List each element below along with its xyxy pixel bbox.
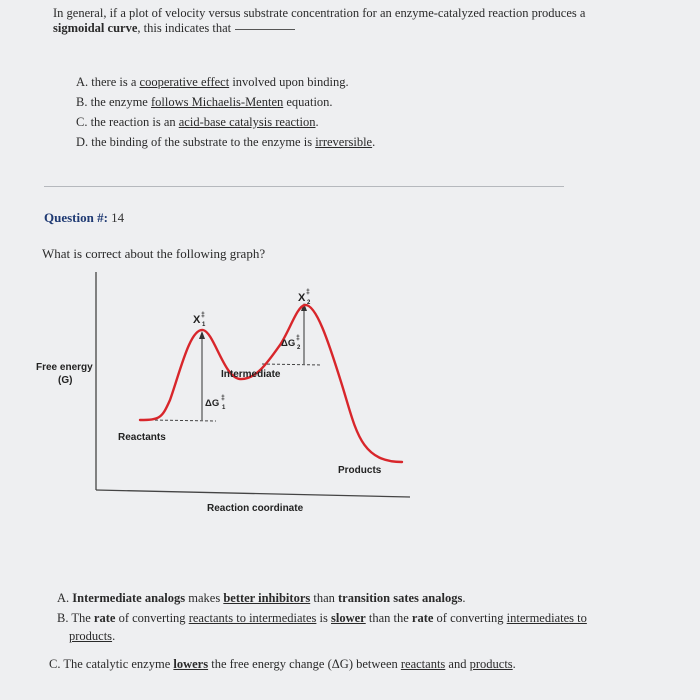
q14-prompt: What is correct about the following graph? xyxy=(42,246,266,261)
option-underlined: reactants xyxy=(400,657,446,671)
option-text: than the xyxy=(365,611,412,625)
option-suffix: . xyxy=(372,135,376,149)
dg1-arrowhead xyxy=(199,331,205,339)
option-underlined: irreversible xyxy=(315,135,373,149)
option-bold-underlined: lowers xyxy=(173,657,209,671)
option-underlined: cooperative effect xyxy=(139,75,230,89)
option-text: C. The catalytic enzyme xyxy=(49,657,174,671)
option-text: of converting xyxy=(433,611,507,625)
products-label: Products xyxy=(338,465,382,476)
ts2-mark: ‡ xyxy=(306,289,310,296)
ts1-mark: ‡ xyxy=(201,312,205,319)
ts1-sub: 1 xyxy=(202,322,206,328)
q13-prompt-rest: , this indicates that xyxy=(137,21,232,35)
option-text: . xyxy=(512,657,516,671)
option-bold: rate xyxy=(93,611,116,625)
option-underlined: reactants to intermediates xyxy=(188,611,317,625)
dg1-sub: 1 xyxy=(222,405,226,411)
option-bold-underlined: slower xyxy=(331,611,366,625)
option-suffix: equation. xyxy=(283,95,333,109)
option-text: and xyxy=(445,657,470,671)
y-axis-label-line2: (G) xyxy=(58,375,73,386)
option-text: than xyxy=(310,591,339,605)
option-text: A. there is a xyxy=(76,75,140,89)
option-bold: transition sates analogs xyxy=(338,591,463,605)
option-text: B. the enzyme xyxy=(76,95,151,109)
dg2-label: ΔG xyxy=(281,338,296,349)
option-underlined: acid-base catalysis reaction xyxy=(178,115,316,129)
dg2-sub: 2 xyxy=(297,345,301,351)
option-suffix: involved upon binding. xyxy=(229,75,349,89)
y-axis-label-line1: Free energy xyxy=(36,362,93,373)
option-text: C. the reaction is an xyxy=(76,115,179,129)
option-underlined: follows Michaelis-Menten xyxy=(150,95,284,109)
option-text: is xyxy=(316,611,332,625)
x-axis-label: Reaction coordinate xyxy=(207,503,304,514)
q14-option-a[interactable] xyxy=(57,591,465,606)
option-text: B. The xyxy=(57,611,94,625)
option-text: makes xyxy=(185,591,224,605)
option-underlined: products xyxy=(469,657,513,671)
q14-option-b[interactable] xyxy=(57,611,587,626)
question-number-value: 14 xyxy=(111,210,125,225)
option-underlined: intermediates to xyxy=(506,611,587,625)
option-bold: Intermediate analogs xyxy=(72,591,186,605)
option-text: . xyxy=(112,629,116,643)
dg2-mark: ‡ xyxy=(296,335,300,342)
option-text: D. the binding of the substrate to the enzyme is xyxy=(76,135,316,149)
option-text: of converting xyxy=(115,611,189,625)
option-text: . xyxy=(462,591,466,605)
q14-option-c[interactable] xyxy=(49,657,516,672)
intermediate-label: Intermediate xyxy=(221,369,281,380)
dg1-label: ΔG xyxy=(205,398,220,409)
q14-option-b-cont xyxy=(69,629,115,644)
x-axis xyxy=(96,490,410,497)
reactants-label: Reactants xyxy=(118,432,166,443)
option-underlined: products xyxy=(69,629,113,643)
energy-curve xyxy=(140,305,402,462)
option-bold: rate xyxy=(411,611,434,625)
ts2-label: X xyxy=(298,292,306,304)
option-text: the free energy change (ΔG) between xyxy=(208,657,401,671)
ts1-label: X xyxy=(193,314,201,326)
option-bold-underlined: better inhibitors xyxy=(223,591,311,605)
reactant-level-line xyxy=(150,420,216,421)
q13-prompt-bold: sigmoidal curve xyxy=(53,21,138,35)
option-text: A. xyxy=(57,591,73,605)
q13-prompt-line1: In general, if a plot of velocity versus substrate concentration for an enzyme-catalyzed reaction produces a xyxy=(53,6,586,20)
ts2-sub: 2 xyxy=(307,300,311,306)
intermediate-level-line xyxy=(262,364,322,365)
dg1-mark: ‡ xyxy=(221,395,225,402)
question-number-label: Question #: xyxy=(44,210,108,225)
option-suffix: . xyxy=(315,115,319,129)
